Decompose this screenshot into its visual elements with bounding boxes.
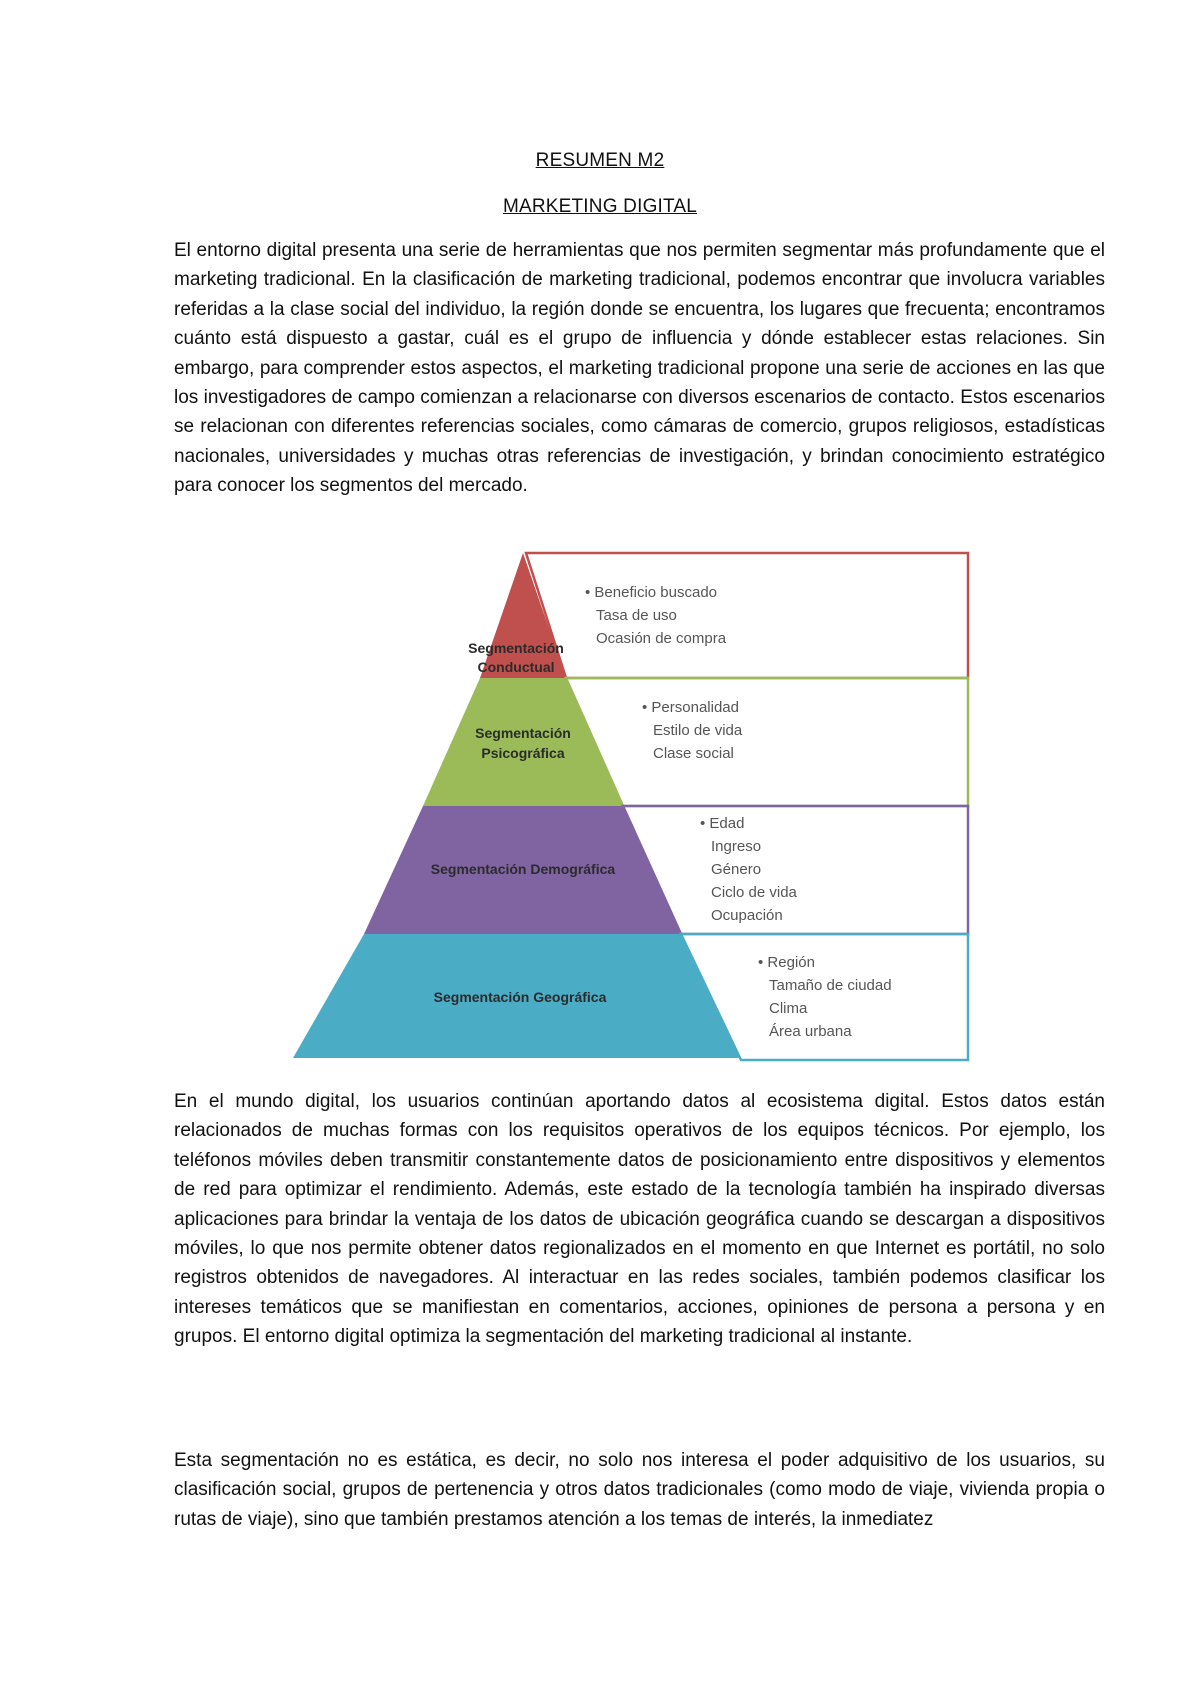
bullet-icon: • [642,699,652,716]
paragraph-segmentation: Esta segmentación no es estática, es decir, no solo nos interesa el poder adquisitivo de los usuarios, su clasificación social, grupos de pertenencia y otros datos tradicionales (como modo de viaje, vivienda propia o rutas de viaje), sino que también prestamos atención a los temas de interés, la inmediatez [174,1450,1105,1530]
tier-item: Estilo de vida [653,722,743,739]
tier-item: Área urbana [769,1023,852,1040]
tier-item: Ocupación [711,907,783,924]
tier-item: • Beneficio buscado [585,584,718,601]
segmentation-pyramid-figure [290,548,970,1064]
tier-box-conductual [526,553,968,678]
bullet-icon: • [700,815,710,832]
tier-item: Tamaño de ciudad [769,977,892,994]
tier-label-demografica: Segmentación Demográfica [430,861,616,877]
tier-item: • Edad [700,815,745,832]
tier-item: • Región [758,954,815,971]
tier-item: Clase social [653,745,734,762]
tier-box-demografica [623,806,968,934]
tier-item: Ingreso [711,838,762,855]
tier-item: • Personalidad [642,699,739,716]
tier-label-psicografica-2: Psicográfica [481,745,565,761]
document-title: RESUMEN M2 [535,150,665,171]
tier-item: Tasa de uso [596,607,677,624]
tier-label-conductual-1: Segmentación [468,640,564,656]
paragraph-intro: El entorno digital presenta una serie de herramientas que nos permiten segmentar más profundamente que el marketing tradicional. En la clasificación de marketing tradicional, podemos encontrar que involucra variables referidas a la clase social del individuo, la región donde se encuentra, los lugares que frecuenta; encontramos cuánto está dispuesto a gastar, cuál es el grupo de influencia y dónde establecer estas relaciones. Sin embargo, para comprender estos aspectos, el marketing tradicional propone una serie de acciones en las que los investigadores de campo comienzan a relacionarse con diversos escenarios de contacto. Estos escenarios se relacionan con diferentes referencias sociales, como cámaras de comercio, grupos religiosos, estadísticas nacionales, universidades y muchas otras referencias de investigación, y brindan conocimiento estratégico para conocer los segmentos del mercado. [174,240,1105,497]
bullet-icon: • [585,584,595,601]
tier-label-geografica: Segmentación Geográfica [433,989,607,1005]
pyramid-tier-psicografica [423,678,623,806]
tier-item: Ocasión de compra [596,630,727,647]
tier-box-psicografica [566,678,968,806]
document-subtitle: MARKETING DIGITAL [502,196,698,217]
tier-item: Clima [769,1000,808,1017]
tier-item: Ciclo de vida [711,884,797,901]
bullet-icon: • [758,954,768,971]
paragraph-digital-world: En el mundo digital, los usuarios continúan aportando datos al ecosistema digital. Estos datos están relacionados de muchas formas con los requisitos operativos de los equipos técnicos. Por ejemplo, los teléfonos móviles deben transmitir constantemente datos de posicionamiento entre dispositivos y elementos de red para optimizar el rendimiento. Además, este estado de la tecnología también ha inspirado diversas aplicaciones para brindar la ventaja de los datos de ubicación geográfica cuando se descargan a dispositivos móviles, lo que nos permite obtener datos regionalizados en el momento en que Internet es portátil, no solo registros obtenidos de navegadores. Al interactuar en las redes sociales, también podemos clasificar los intereses temáticos que se manifiestan en comentarios, acciones, opiniones de persona a persona y en grupos. El entorno digital optimiza la segmentación del marketing tradicional al instante. [174,1091,1105,1348]
tier-label-conductual-2: Conductual [477,659,555,675]
tier-item: Género [711,861,762,878]
tier-label-psicografica-1: Segmentación [475,725,571,741]
